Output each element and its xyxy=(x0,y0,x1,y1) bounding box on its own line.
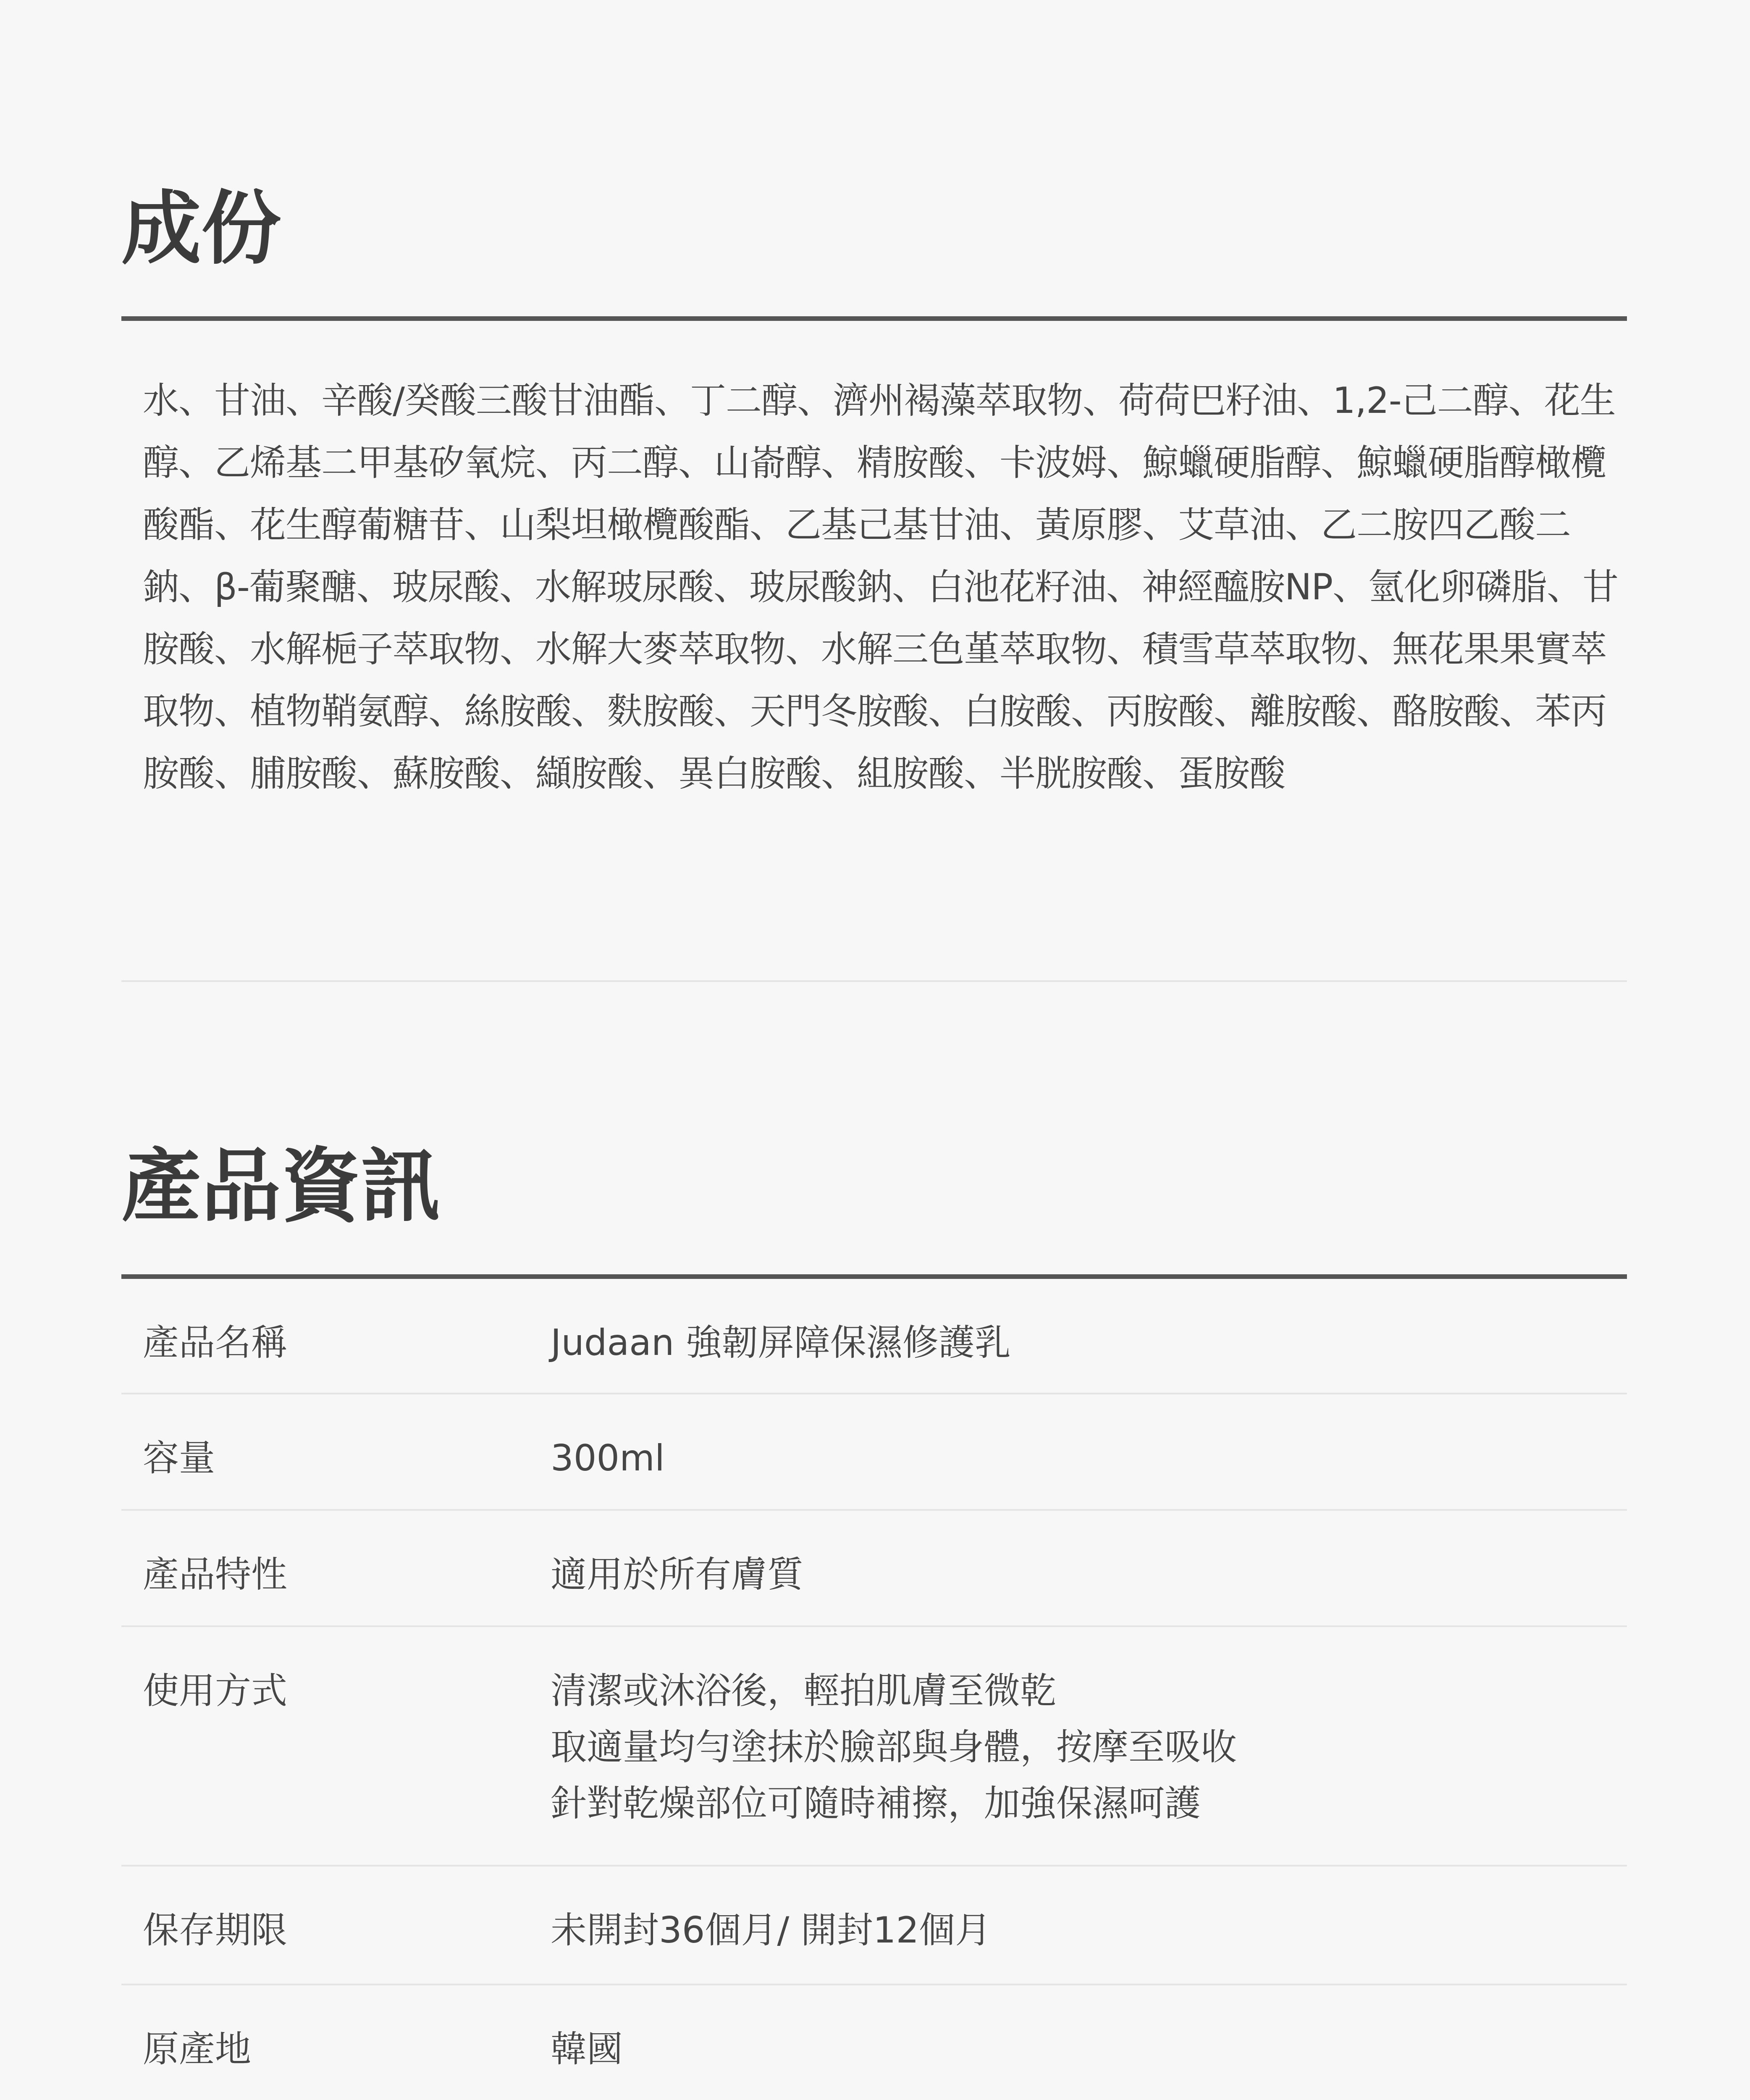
info-label: 保存期限 xyxy=(143,1909,287,1951)
info-label: 產品名稱 xyxy=(143,1322,287,1364)
product-info-title: 產品資訊 xyxy=(121,1140,441,1233)
info-value: 韓國 xyxy=(551,2028,623,2070)
info-row-origin xyxy=(121,1985,1627,2100)
info-value: 未開封36個月/ 開封12個月 xyxy=(551,1909,992,1951)
info-value: Judaan 強韌屏障保濕修護乳 xyxy=(551,1322,1011,1364)
info-label: 原產地 xyxy=(143,2028,251,2070)
product-info-table xyxy=(121,1279,1627,2100)
ingredients-title-divider xyxy=(121,316,1627,321)
ingredients-title: 成份 xyxy=(121,182,281,275)
info-value: 清潔或沐浴後，輕拍肌膚至微乾 取適量均勻塗抹於臉部與身體，按摩至吸收 針對乾燥部位可隨時補擦，加強保濕呵護 xyxy=(551,1670,1237,1824)
info-label: 容量 xyxy=(143,1437,215,1479)
info-row-usage xyxy=(121,1627,1627,1866)
info-label: 使用方式 xyxy=(143,1670,287,1712)
info-value: 適用於所有膚質 xyxy=(551,1554,803,1596)
info-row-features xyxy=(121,1511,1627,1627)
info-row-volume xyxy=(121,1394,1627,1511)
info-value: 300ml xyxy=(551,1437,665,1479)
info-label: 產品特性 xyxy=(143,1554,287,1596)
product-info-title-divider xyxy=(121,1274,1627,1279)
info-row-product-name xyxy=(121,1279,1627,1394)
section-divider xyxy=(121,980,1627,982)
ingredients-list: 水、甘油、辛酸/癸酸三酸甘油酯、丁二醇、濟州褐藻萃取物、荷荷巴籽油、1,2-己二醇、花生醇、乙烯基二甲基矽氧烷、丙二醇、山嵛醇、精胺酸、卡波姆、鯨蠟硬脂醇、鯨蠟硬脂醇橄欖酸酯、花生醇葡糖苷、山梨坦橄欖酸酯、乙基己基甘油、黃原膠、艾草油、乙二胺四乙酸二鈉、β-葡聚醣、玻尿酸、水解玻尿酸、玻尿酸鈉、白池花籽油、神經醯胺NP、氫化卵磷脂、甘胺酸、水解梔子萃取物、水解大麥萃取物、水解三色堇萃取物、積雪草萃取物、無花果果實萃取物、植物鞘氨醇、絲胺酸、麩胺酸、天門冬胺酸、白胺酸、丙胺酸、離胺酸、酪胺酸、苯丙胺酸、脯胺酸、蘇胺酸、纈胺酸、異白胺酸、組胺酸、半胱胺酸、蛋胺酸 xyxy=(143,380,1619,795)
info-row-shelf-life xyxy=(121,1866,1627,1985)
